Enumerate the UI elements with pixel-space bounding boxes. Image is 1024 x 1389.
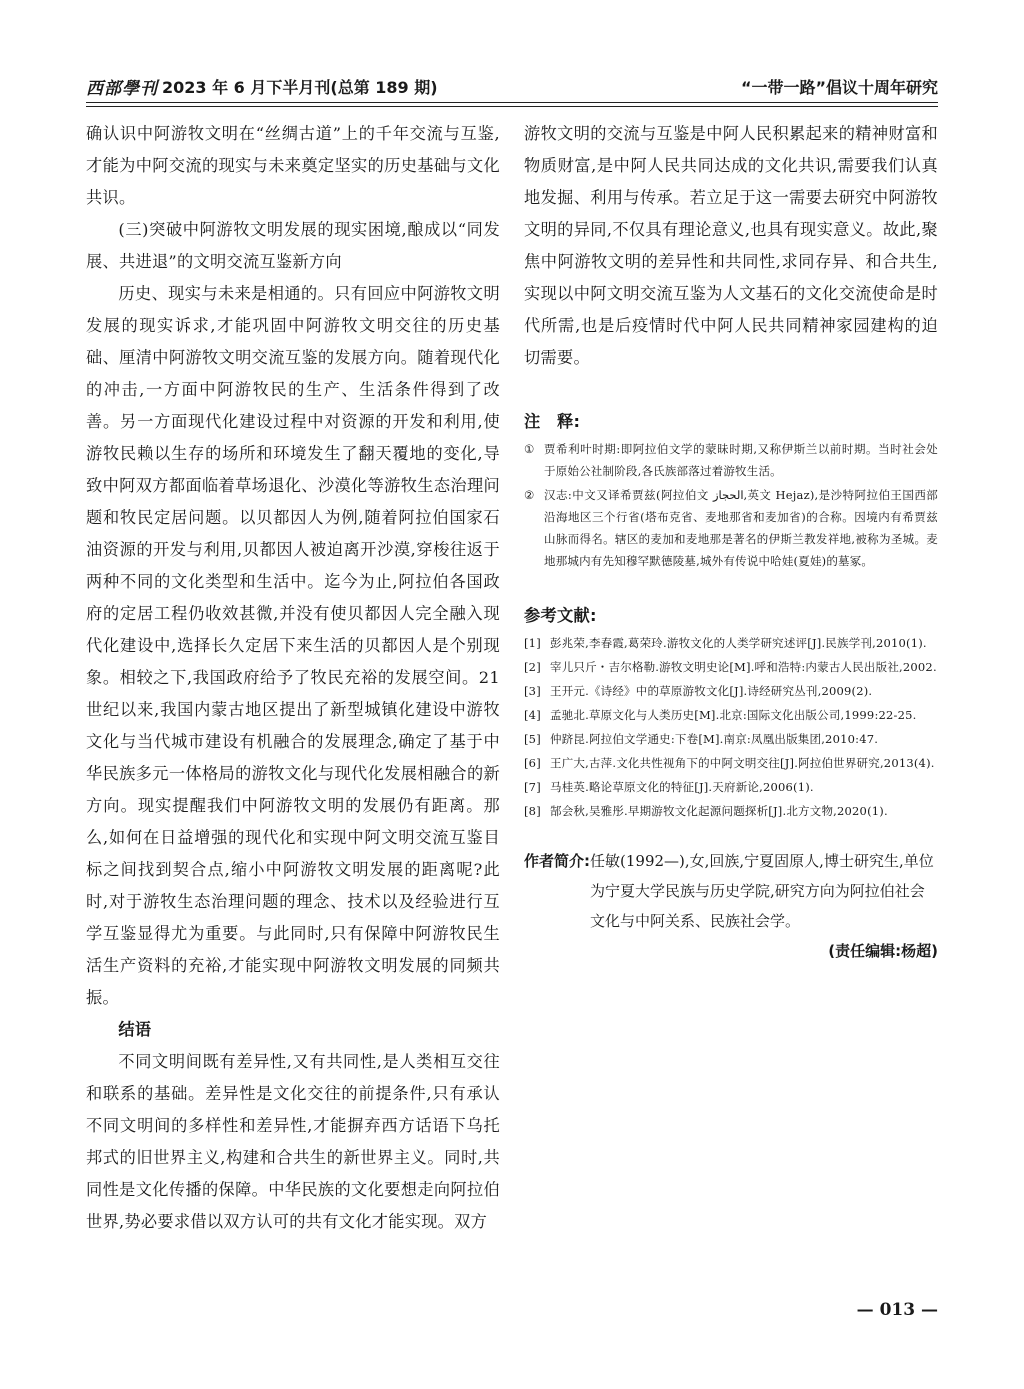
paragraph: 确认识中阿游牧文明在“丝绸古道”上的千年交流与互鉴,才能为中阿交流的现实与未来奠定坚实的历史基础与文化共识。 [86, 124, 500, 207]
responsible-editor: (责任编辑:杨超) [828, 942, 938, 960]
references-list [524, 632, 938, 822]
reference-item [524, 776, 938, 798]
page-header [86, 72, 938, 100]
reference-text: 彭兆荣,李春霞,葛荣玲.游牧文化的人类学研究述评[J].民族学刊,2010(1). [550, 636, 927, 650]
header-left [86, 74, 438, 99]
note-text: 贾希利叶时期:即阿拉伯文学的蒙昧时期,又称伊斯兰以前时期。当时社会处于原始公社制阶段,各氏族部落过着游牧生活。 [544, 442, 938, 478]
notes-heading: 注 释: [524, 412, 581, 431]
reference-item [524, 752, 938, 774]
note-item [524, 484, 938, 572]
right-column [524, 118, 938, 966]
reference-item [524, 800, 938, 822]
reference-item [524, 632, 938, 654]
reference-item [524, 656, 938, 678]
author-bio [524, 846, 938, 936]
reference-number: [8] [524, 804, 541, 818]
journal-logo: 西部學刊 [86, 78, 158, 99]
reference-number: [7] [524, 780, 541, 794]
left-column [86, 118, 500, 1238]
reference-text: 郜会秋,吴雅彤.早期游牧文化起源问题探析[J].北方文物,2020(1). [550, 804, 888, 818]
header-rule-thin [86, 106, 938, 107]
note-item [524, 438, 938, 482]
reference-item [524, 728, 938, 750]
reference-text: 孟驰北.草原文化与人类历史[M].北京:国际文化出版公司,1999:22-25. [550, 708, 917, 722]
conclusion-heading: 结语 [118, 1020, 152, 1039]
reference-number: [6] [524, 756, 541, 770]
reference-number: [5] [524, 732, 541, 746]
note-number: ① [524, 442, 535, 456]
note-text: 汉志:中文又译希贾兹(阿拉伯文 الحجاز,英文 Hejaz),是沙特阿拉伯王国西部沿海地区三个行省(塔布克省、麦地那省和麦加省)的合称。因境内有希贾兹山脉而得名。辖区的麦加和麦地那是著名的伊斯兰教发祥地,被称为圣城。麦地那城内有先知穆罕默德陵墓,城外有传说中哈娃(夏娃)的墓冢。 [544, 488, 938, 568]
reference-text: 宰儿只斤・吉尔格勒.游牧文明史论[M].呼和浩特:内蒙古人民出版社,2002. [550, 660, 937, 674]
references-heading: 参考文献: [524, 606, 597, 625]
author-text: 任敏(1992—),女,回族,宁夏固原人,博士研究生,单位为宁夏大学民族与历史学院,研究方向为阿拉伯社会文化与中阿关系、民族社会学。 [590, 852, 934, 930]
paragraph: 历史、现实与未来是相通的。只有回应中阿游牧文明发展的现实诉求,才能巩固中阿游牧文明交往的历史基础、厘清中阿游牧文明交流互鉴的发展方向。随着现代化的冲击,一方面中阿游牧民的生产、生活条件得到了改善。另一方面现代化建设过程中对资源的开发和利用,使游牧民赖以生存的场所和环境发生了翻天覆地的变化,导致中阿双方都面临着草场退化、沙漠化等游牧生态治理问题和牧民定居问题。以贝都因人为例,随着阿拉伯国家石油资源的开发与利用,贝都因人被迫离开沙漠,穿梭往返于两种不同的文化类型和生活中。迄今为止,阿拉伯各国政府的定居工程仍收效甚微,并没有使贝都因人完全融入现代化建设中,选择长久定居下来生活的贝都因人是个别现象。相较之下,我国政府给予了牧民充裕的发展空间。21 世纪以来,我国内蒙古地区提出了新型城镇化建设中游牧文化与当代城市建设有机融合的发展理念,确定了基于中华民族多元一体格局的游牧文化与现代化发展相融合的新方向。现实提醒我们中阿游牧文明的发展仍有距离。那么,如何在日益增强的现代化和实现中阿文明交流互鉴目标之间找到契合点,缩小中阿游牧文明发展的距离呢?此时,对于游牧生态治理问题的理念、技术以及经验进行互学互鉴显得尤为重要。与此同时,只有保障中阿游牧民生活生产资料的充裕,才能实现中阿游牧文明发展的同频共振。 [86, 284, 500, 1007]
reference-number: [3] [524, 684, 541, 698]
reference-number: [2] [524, 660, 541, 674]
reference-number: [1] [524, 636, 541, 650]
paragraph: 游牧文明的交流与互鉴是中阿人民积累起来的精神财富和物质财富,是中阿人民共同达成的文化共识,需要我们认真地发掘、利用与传承。若立足于这一需要去研究中阿游牧文明的异同,不仅具有理论意义,也具有现实意义。故此,聚焦中阿游牧文明的差异性和共同性,求同存异、和合共生,实现以中阿文明交流互鉴为人文基石的文化交流使命是时代所需,也是后疫情时代中阿人民共同精神家园建构的迫切需要。 [524, 124, 938, 367]
reference-number: [4] [524, 708, 541, 722]
notes-list [524, 438, 938, 572]
reference-item [524, 680, 938, 702]
reference-text: 王开元.《诗经》中的草原游牧文化[J].诗经研究丛刊,2009(2). [550, 684, 873, 698]
author-label: 作者简介: [524, 852, 590, 870]
column-title: “一带一路”倡议十周年研究 [740, 77, 938, 97]
reference-text: 马桂英.略论草原文化的特征[J].天府新论,2006(1). [550, 780, 814, 794]
reference-text: 王广大,古萍.文化共性视角下的中阿文明交往[J].阿拉伯世界研究,2013(4). [550, 756, 935, 770]
section-subheading: (三)突破中阿游牧文明发展的现实困境,酿成以“同发展、共进退”的文明交流互鉴新方向 [86, 220, 500, 271]
paragraph: 不同文明间既有差异性,又有共同性,是人类相互交往和联系的基础。差异性是文化交往的前提条件,只有承认不同文明间的多样性和差异性,才能摒弃西方话语下乌托邦式的旧世界主义,构建和合共生的新世界主义。同时,共同性是文化传播的保障。中华民族的文化要想走向阿拉伯世界,势必要求借以双方认可的共有文化才能实现。双方 [86, 1052, 500, 1231]
issue-info: 2023 年 6 月下半月刊(总第 189 期) [162, 77, 438, 97]
page-number: — 013 — [856, 1300, 938, 1320]
header-rule [86, 102, 938, 103]
reference-text: 仲跻昆.阿拉伯文学通史:下卷[M].南京:凤凰出版集团,2010:47. [550, 732, 879, 746]
reference-item [524, 704, 938, 726]
note-number: ② [524, 488, 535, 502]
